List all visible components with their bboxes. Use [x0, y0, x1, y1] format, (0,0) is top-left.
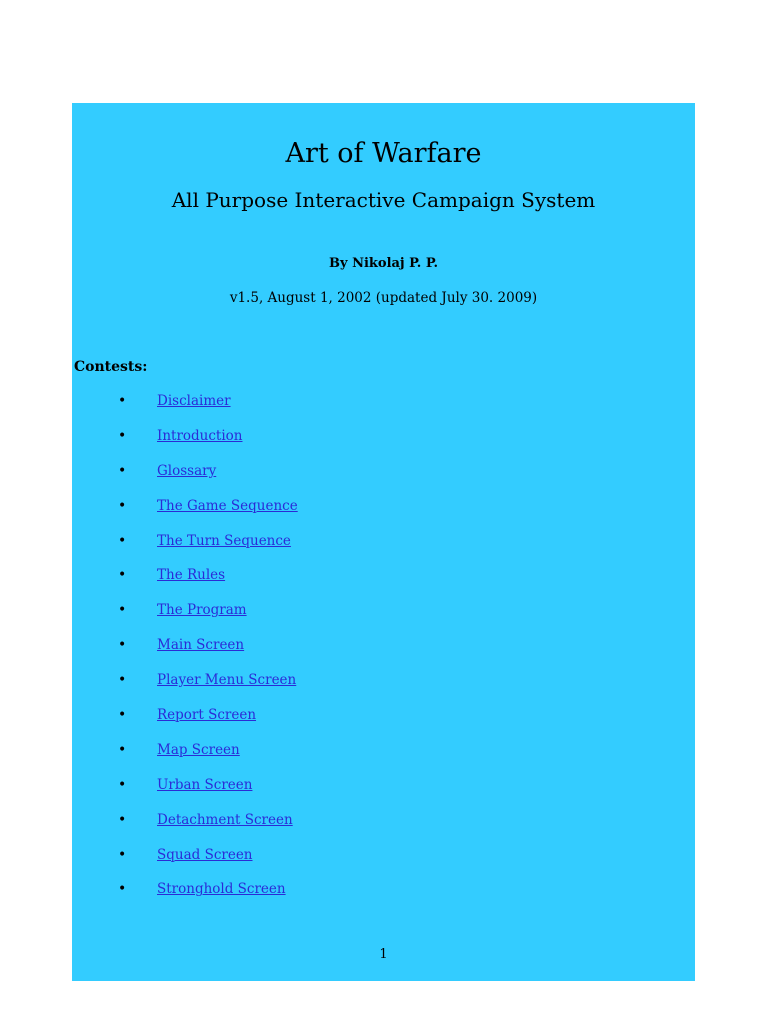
- toc-link-main-screen[interactable]: Main Screen: [157, 637, 245, 654]
- bullet-icon: •: [118, 462, 127, 479]
- bullet-icon: •: [118, 672, 127, 689]
- document-page: [72, 103, 695, 981]
- contents-heading: Contests:: [74, 359, 148, 375]
- bullet-icon: •: [118, 881, 127, 898]
- toc-link-stronghold-screen[interactable]: Stronghold Screen: [157, 881, 286, 898]
- version-line: v1.5, August 1, 2002 (updated July 30. 2009): [229, 290, 538, 306]
- bullet-icon: •: [118, 741, 127, 758]
- bullet-icon: •: [118, 497, 127, 514]
- page-number: 1: [379, 947, 388, 962]
- toc-link-report-screen[interactable]: Report Screen: [157, 707, 257, 724]
- bullet-icon: •: [118, 532, 127, 549]
- toc-link-rules[interactable]: The Rules: [157, 567, 226, 584]
- toc-link-introduction[interactable]: Introduction: [157, 427, 243, 444]
- bullet-icon: •: [118, 846, 127, 863]
- toc-link-disclaimer[interactable]: Disclaimer: [157, 393, 231, 409]
- bullet-icon: •: [118, 776, 127, 793]
- toc-link-turn-sequence[interactable]: The Turn Sequence: [157, 532, 291, 549]
- document-subtitle: All Purpose Interactive Campaign System: [171, 188, 596, 212]
- toc-link-glossary[interactable]: Glossary: [157, 462, 217, 479]
- bullet-icon: •: [118, 393, 127, 409]
- bullet-icon: •: [118, 811, 127, 828]
- bullet-icon: •: [118, 637, 127, 654]
- bullet-icon: •: [118, 427, 127, 444]
- bullet-icon: •: [118, 602, 127, 619]
- toc-link-program[interactable]: The Program: [157, 602, 247, 619]
- document-title: Art of Warfare: [285, 138, 482, 169]
- toc-link-urban-screen[interactable]: Urban Screen: [157, 776, 253, 793]
- bullet-icon: •: [118, 707, 127, 724]
- toc-link-player-menu-screen[interactable]: Player Menu Screen: [157, 672, 297, 689]
- toc-link-map-screen[interactable]: Map Screen: [157, 741, 240, 758]
- bullet-icon: •: [118, 567, 127, 584]
- author-line: By Nikolaj P. P.: [329, 256, 438, 271]
- toc-link-squad-screen[interactable]: Squad Screen: [157, 846, 253, 863]
- toc-link-game-sequence[interactable]: The Game Sequence: [157, 497, 298, 514]
- toc-link-detachment-screen[interactable]: Detachment Screen: [157, 811, 293, 828]
